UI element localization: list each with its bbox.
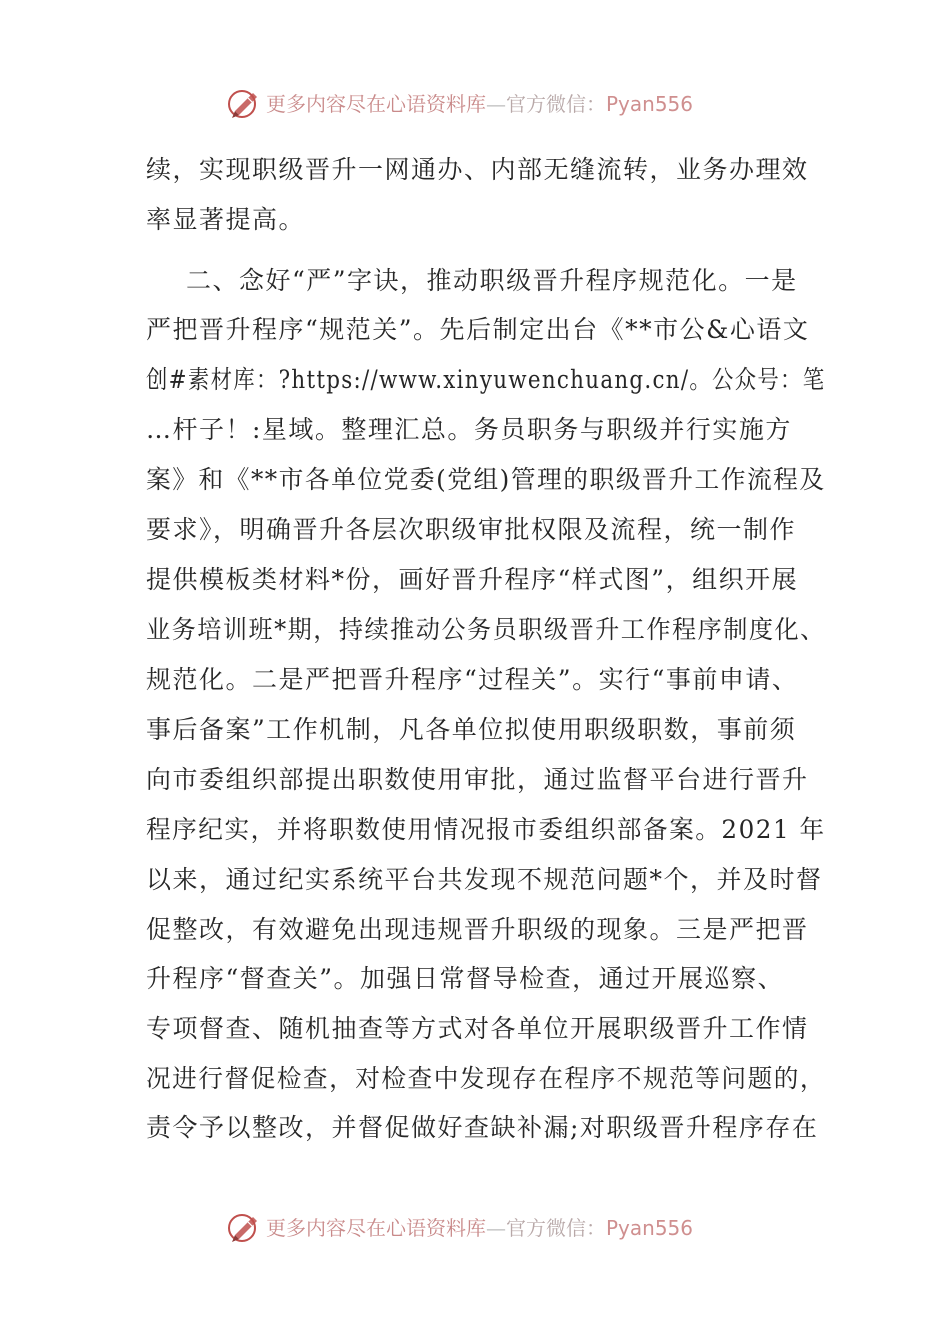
text-line: 要求》，明确晋升各层次职级审批权限及流程，统一制作 xyxy=(146,515,797,544)
banner-tail: 官方微信： xyxy=(506,1216,606,1240)
text-line: 严把晋升程序“规范关”。先后制定出台《**市公&心语文 xyxy=(146,315,810,344)
text-line: 业务培训班*期，持续推动公务员职级晋升工作程序制度化、 xyxy=(146,615,826,644)
text-line: 以来，通过纪实系统平台共发现不规范问题*个，并及时督 xyxy=(146,865,823,894)
banner-lead: 更多内容尽在心语资料库 xyxy=(266,1216,486,1240)
banner-handle: Pyan556 xyxy=(606,92,694,116)
header-banner xyxy=(0,84,950,124)
banner-tail: 官方微信： xyxy=(506,92,606,116)
text-line: 况进行督促检查，对检查中发现存在程序不规范等问题的， xyxy=(146,1064,827,1093)
banner-text xyxy=(266,1214,693,1242)
pen-nib-circle-icon xyxy=(226,86,262,122)
text-line: 提供模板类材料*份，画好晋升程序“样式图”，组织开展 xyxy=(146,565,799,594)
text-line: 事后备案”工作机制，凡各单位拟使用职级职数，事前须 xyxy=(146,715,797,744)
text-line: …杆子！:星域。整理汇总。务员职务与职级并行实施方 xyxy=(146,415,792,444)
text-line: 续，实现职级晋升一网通办、内部无缝流转，业务办理效 xyxy=(146,155,809,184)
banner-lead: 更多内容尽在心语资料库 xyxy=(266,92,486,116)
text-line: 促整改，有效避免出现违规晋升职级的现象。三是严把晋 xyxy=(146,915,809,944)
banner-separator: — xyxy=(486,92,506,116)
text-line: 升程序“督查关”。加强日常督导检查，通过开展巡察、 xyxy=(146,964,785,993)
footer-banner xyxy=(0,1208,950,1248)
text-line: 率显著提高。 xyxy=(146,205,306,234)
banner-handle: Pyan556 xyxy=(606,1216,694,1240)
text-line: 程序纪实，并将职数使用情况报市委组织部备案。2021 年 xyxy=(146,815,826,844)
text-line: 案》和《**市各单位党委(党组)管理的职级晋升工作流程及 xyxy=(146,465,826,494)
text-line: 创#素材库：?https://www.xinyuwenchuang.cn/。公众号：笔 xyxy=(146,365,826,394)
text-line: 二、念好“严”字诀，推动职级晋升程序规范化。一是 xyxy=(186,266,798,295)
pen-nib-circle-icon xyxy=(226,1210,262,1246)
text-line: 规范化。二是严把晋升程序“过程关”。实行“事前申请、 xyxy=(146,665,799,694)
banner-separator: — xyxy=(486,1216,506,1240)
text-line: 责令予以整改，并督促做好查缺补漏;对职级晋升程序存在 xyxy=(146,1113,819,1142)
banner-text xyxy=(266,90,693,118)
text-line: 向市委组织部提出职数使用审批，通过监督平台进行晋升 xyxy=(146,765,809,794)
text-line: 专项督查、随机抽查等方式对各单位开展职级晋升工作情 xyxy=(146,1014,809,1043)
